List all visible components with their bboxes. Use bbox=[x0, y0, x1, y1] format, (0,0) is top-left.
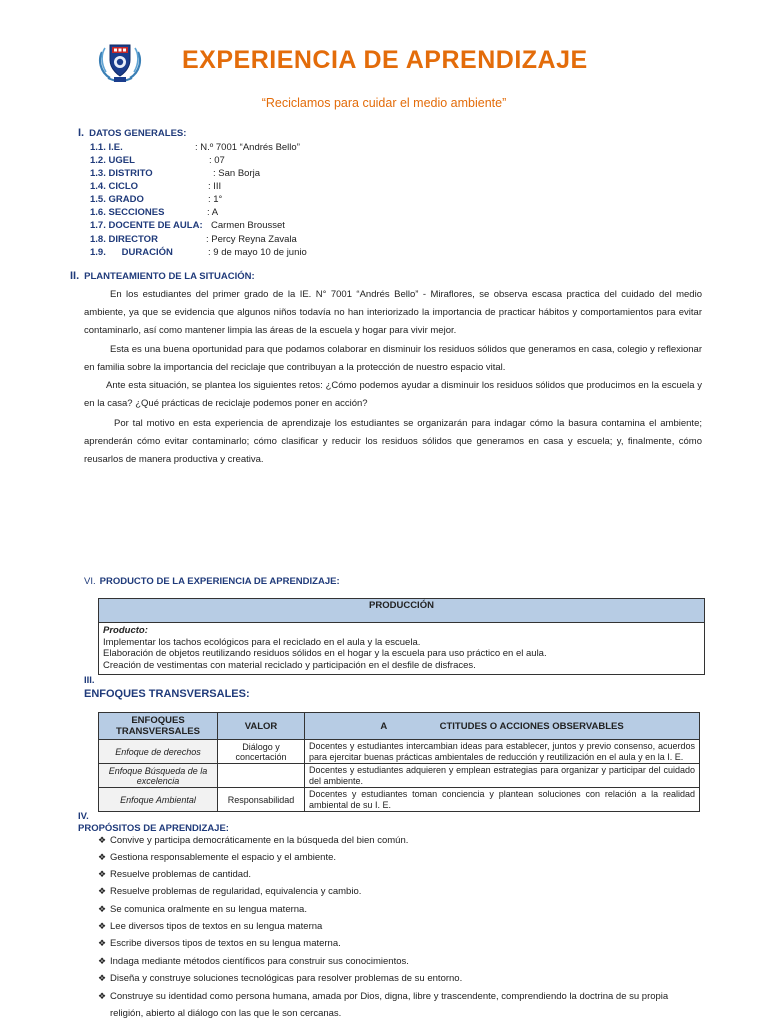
section-number: VI. bbox=[84, 576, 96, 587]
list-item-text: Diseña y construye soluciones tecnológicas para resolver problemas de su entorno. bbox=[110, 973, 463, 984]
datos-label: 1.2. UGEL bbox=[90, 155, 135, 166]
table-row bbox=[99, 740, 700, 764]
list-item bbox=[98, 991, 668, 1002]
section-title: DATOS GENERALES: bbox=[89, 128, 187, 139]
document-subtitle: “Reciclamos para cuidar el medio ambiente” bbox=[261, 96, 507, 110]
list-item-text: Escribe diversos tipos de textos en su lengua materna. bbox=[110, 938, 341, 949]
diamond-bullet-icon: ❖ bbox=[98, 869, 107, 879]
datos-label: 1.8. DIRECTOR bbox=[90, 234, 158, 245]
enfoque-cell: Enfoque Ambiental bbox=[99, 788, 218, 812]
list-item bbox=[98, 938, 341, 949]
section-number: III. bbox=[84, 675, 95, 686]
datos-row bbox=[90, 234, 297, 247]
datos-row bbox=[90, 247, 307, 260]
diamond-bullet-icon: ❖ bbox=[98, 973, 107, 983]
datos-value: : 9 de mayo 10 de junio bbox=[208, 247, 307, 258]
section-number: II. bbox=[70, 270, 80, 282]
table-header-row bbox=[99, 713, 700, 740]
column-header: ENFOQUES TRANSVERSALES bbox=[99, 713, 218, 740]
situation-paragraph: Ante esta situación, se plantea los siguientes retos: ¿Cómo podemos ayudar a disminuir los residuos sólidos que producimos en la escuela y en la casa? ¿Qué prácticas de reciclaje podemos poner en acción? bbox=[84, 380, 702, 409]
column-header: VALOR bbox=[218, 713, 305, 740]
producto-table bbox=[98, 598, 705, 675]
section-enfoques-heading: ENFOQUES TRANSVERSALES: bbox=[84, 688, 250, 700]
situation-paragraph: Por tal motivo en esta experiencia de aprendizaje los estudiantes se organizarán para indagar cómo la basura contamina el ambiente; aprenderán cómo evitar contaminarlo; cómo clasificar y reducir los residuos sólidos que generamos en casa y escuela; y, finalmente, cómo reusarlos de manera productiva y creativa. bbox=[84, 418, 702, 465]
enfoque-cell: Enfoque Búsqueda de la excelencia bbox=[99, 764, 218, 788]
diamond-bullet-icon: ❖ bbox=[98, 956, 107, 966]
diamond-bullet-icon: ❖ bbox=[98, 991, 107, 1001]
list-item-text: Gestiona responsablemente el espacio y el ambiente. bbox=[110, 852, 337, 863]
diamond-bullet-icon: ❖ bbox=[98, 921, 107, 931]
situation-paragraph: Esta es una buena oportunidad para que podamos colaborar en disminuir los residuos sólidos que generamos en casa, colegio y reflexionar en familia sobre la importancia del reciclaje que contribuyan a la protección de nuestro espacio vital. bbox=[84, 344, 702, 373]
section-datos-generales-heading bbox=[78, 127, 186, 139]
producto-table-header: PRODUCCIÓN bbox=[99, 599, 704, 623]
list-item bbox=[98, 852, 336, 863]
datos-row bbox=[90, 207, 219, 220]
section-number: IV. bbox=[78, 811, 89, 822]
section-number: I. bbox=[78, 127, 85, 139]
list-item-continuation: religión, abierto al diálogo con las que le son cercanas. bbox=[110, 1008, 342, 1019]
list-item bbox=[98, 904, 307, 915]
list-item-text: Se comunica oralmente en su lengua materna. bbox=[110, 904, 307, 915]
enfoque-cell: Enfoque de derechos bbox=[99, 740, 218, 764]
school-crest-logo bbox=[96, 38, 144, 86]
datos-value: : A bbox=[207, 207, 219, 218]
datos-value: : 1° bbox=[208, 194, 223, 205]
datos-label: 1.4. CICLO bbox=[90, 181, 139, 192]
column-header: A CTITUDES O ACCIONES OBSERVABLES bbox=[305, 713, 700, 740]
producto-line: Implementar los tachos ecológicos para el reciclado en el aula y la escuela. bbox=[103, 636, 421, 648]
datos-row bbox=[90, 155, 225, 168]
list-item-text: Resuelve problemas de cantidad. bbox=[110, 869, 252, 880]
diamond-bullet-icon: ❖ bbox=[98, 852, 107, 862]
datos-row bbox=[90, 220, 285, 233]
valor-cell bbox=[218, 764, 305, 788]
section-title: PLANTEAMIENTO DE LA SITUACIÓN: bbox=[84, 271, 255, 282]
actitud-cell: Docentes y estudiantes intercambian ideas para establecer, juntos y previo consenso, acuerdos para ejercitar buenas prácticas ambientales de reducción y reutilización en el aula y en la I. E. bbox=[305, 740, 700, 764]
datos-value: : 07 bbox=[209, 155, 225, 166]
list-item-text: Convive y participa democráticamente en la búsqueda del bien común. bbox=[110, 835, 409, 846]
document-title: EXPERIENCIA DE APRENDIZAJE bbox=[182, 46, 588, 74]
datos-value: : N.º 7001 “Andrés Bello” bbox=[195, 142, 300, 153]
producto-line: Elaboración de objetos reutilizando residuos sólidos en el hogar y la escuela para uso práctico en el aula. bbox=[103, 648, 547, 659]
valor-cell: Diálogo y concertación bbox=[218, 740, 305, 764]
table-row bbox=[99, 788, 700, 812]
list-item-text: Resuelve problemas de regularidad, equivalencia y cambio. bbox=[110, 886, 362, 897]
producto-table-body bbox=[99, 623, 704, 674]
diamond-bullet-icon: ❖ bbox=[98, 886, 107, 896]
list-item-text: Construye su identidad como persona humana, amada por Dios, digna, libre y trascendente, comprendiendo la doctrina de su propia bbox=[110, 991, 669, 1002]
valor-cell: Responsabilidad bbox=[218, 788, 305, 812]
list-item bbox=[98, 835, 408, 846]
datos-label: 1.3. DISTRITO bbox=[90, 168, 153, 179]
list-item bbox=[98, 886, 361, 897]
datos-row bbox=[90, 142, 300, 155]
list-item bbox=[98, 973, 462, 984]
enfoques-table bbox=[98, 712, 700, 812]
datos-value: : III bbox=[208, 181, 222, 192]
datos-label: 1.5. GRADO bbox=[90, 194, 144, 205]
datos-value: : San Borja bbox=[213, 168, 260, 179]
datos-label: 1.7. DOCENTE DE AULA: bbox=[90, 220, 203, 231]
list-item bbox=[98, 869, 251, 880]
producto-label: Producto: bbox=[103, 625, 148, 636]
producto-line: Creación de vestimentas con material reciclado y participación en el desfile de disfraces. bbox=[103, 659, 476, 671]
table-row bbox=[99, 764, 700, 788]
datos-label: 1.1. I.E. bbox=[90, 142, 123, 153]
datos-label: 1.6. SECCIONES bbox=[90, 207, 165, 218]
situation-paragraph: En los estudiantes del primer grado de la IE. N° 7001 “Andrés Bello” - Miraflores, se observa escasa practica del cuidado del medio ambiente, ya que se evidencia que algunos niños todavía no han interiorizado la importancia de practicar hábitos y comportamientos para evitar contaminarlo, así como mantener limpia las áreas de la escuela y hogar para vivir mejor. bbox=[84, 289, 702, 336]
datos-row bbox=[90, 181, 222, 194]
list-item bbox=[98, 921, 322, 932]
section-propositos-heading: PROPÓSITOS DE APRENDIZAJE: bbox=[78, 823, 229, 834]
datos-value: Carmen Brousset bbox=[211, 220, 285, 231]
datos-label: 1.9. DURACIÓN bbox=[90, 247, 173, 258]
datos-row bbox=[90, 168, 260, 181]
actitud-cell: Docentes y estudiantes adquieren y emplean estrategias para organizar y participar del cuidado del ambiente. bbox=[305, 764, 700, 788]
list-item-text: Indaga mediante métodos científicos para construir sus conocimientos. bbox=[110, 956, 409, 967]
list-item bbox=[98, 956, 409, 967]
diamond-bullet-icon: ❖ bbox=[98, 938, 107, 948]
actitud-cell: Docentes y estudiantes toman conciencia y plantean soluciones con relación a la realidad ambiental de su I. E. bbox=[305, 788, 700, 812]
datos-row bbox=[90, 194, 223, 207]
diamond-bullet-icon: ❖ bbox=[98, 835, 107, 845]
section-title: PRODUCTO DE LA EXPERIENCIA DE APRENDIZAJE: bbox=[99, 576, 340, 587]
datos-value: : Percy Reyna Zavala bbox=[206, 234, 297, 245]
list-item-text: Lee diversos tipos de textos en su lengua materna bbox=[110, 921, 323, 932]
section-planteamiento-heading bbox=[70, 270, 255, 282]
section-producto-heading bbox=[84, 576, 340, 587]
diamond-bullet-icon: ❖ bbox=[98, 904, 107, 914]
